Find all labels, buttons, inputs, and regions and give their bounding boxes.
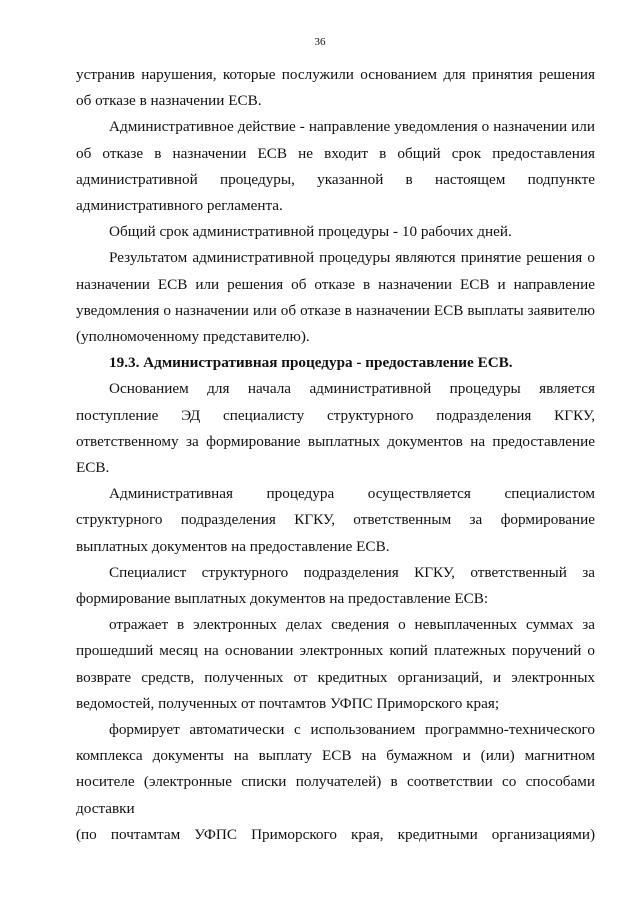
- paragraph-basis: Основанием для начала административной процедуры является поступление ЭД специалисту структурного подразделения КГКУ, ответственному за формирование выплатных документов на предоставление ЕСВ.: [76, 380, 595, 477]
- paragraph-result: Результатом административной процедуры являются принятие решения о назначении ЕСВ или решения об отказе в назначении ЕСВ и направление уведомления о назначении или об отказе в назначении ЕСВ выплаты заявителю (уполномоченному представителю).: [76, 249, 595, 346]
- section-heading-19-3: 19.3. Административная процедура - предоставление ЕСВ.: [109, 354, 513, 372]
- paragraph-total-term: Общий срок административной процедуры - 10 рабочих дней.: [109, 223, 512, 241]
- paragraph-notification-action: Административное действие - направление уведомления о назначении или об отказе в назначении ЕСВ не входит в общий срок предоставления административной процедуры, указанной в настоящем подпункте административного регламента.: [76, 118, 595, 215]
- paragraph-specialist-intro: Специалист структурного подразделения КГКУ, ответственный за формирование выплатных документов на предоставление ЕСВ:: [76, 563, 595, 608]
- paragraph-continuation: устранив нарушения, которые послужили основанием для принятия решения об отказе в назначении ЕСВ.: [76, 66, 595, 110]
- document-body: [76, 62, 595, 848]
- paragraph-delivery-methods: (по почтамтам УФПС Приморского края, кредитными организациями): [76, 825, 595, 843]
- paragraph-performer: Административная процедура осуществляется специалистом структурного подразделения КГКУ, ответственным за формирование выплатных документов на предоставление ЕСВ.: [76, 485, 595, 555]
- paragraph-reflects: отражает в электронных делах сведения о невыплаченных суммах за прошедший месяц на основании электронных копий платежных поручений о возврате средств, полученных от кредитных организаций, и электронных ведомостей, полученных от почтамтов УФПС Приморского края;: [76, 616, 595, 712]
- page-number: 36: [314, 36, 326, 48]
- paragraph-forms-documents: формирует автоматически с использованием программно-технического комплекса документы на выплату ЕСВ на бумажном и (или) магнитном носителе (электронные списки получателей) в соответствии со способами доставки: [76, 721, 595, 817]
